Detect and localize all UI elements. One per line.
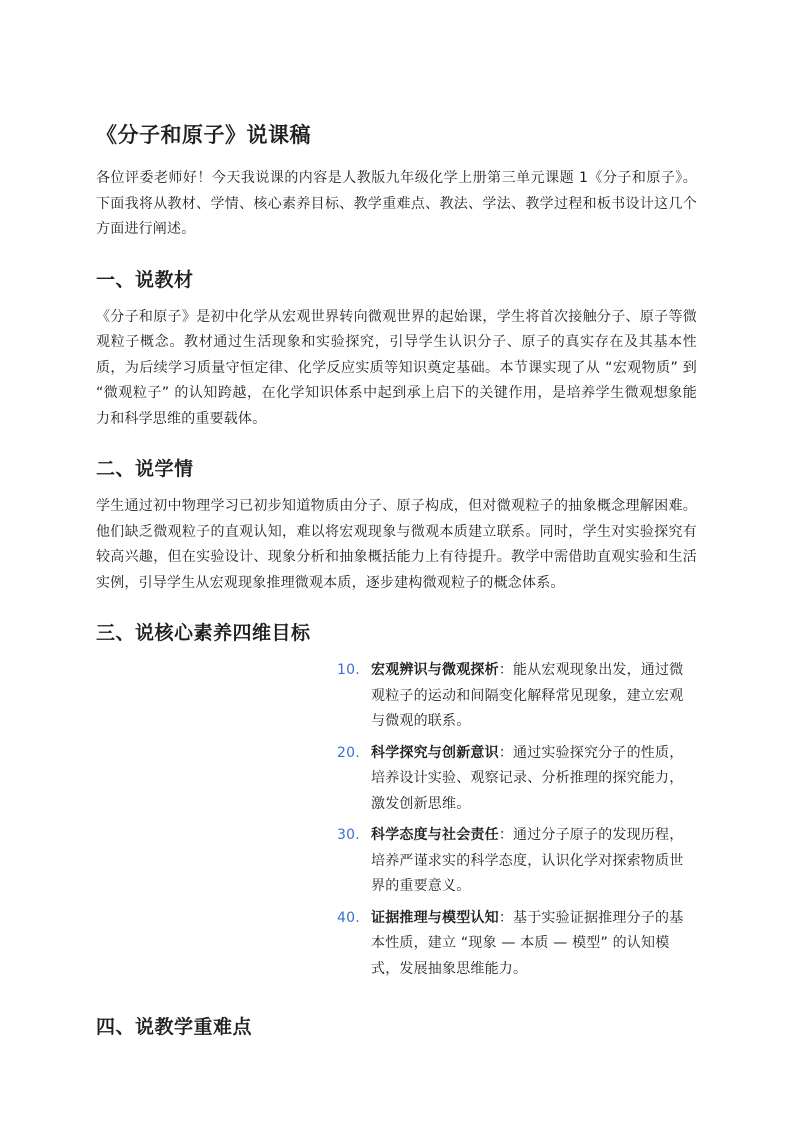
section-body-textbook: 《分子和原子》是初中化学从宏观世界转向微观世界的起始课，学生将首次接触分子、原子等微观粒子概念。教材通过生活现象和实验探究，引导学生认识分子、原子的真实存在及其基本性质，为后续学习质量守恒定律、化学反应实质等知识奠定基础。本节课实现了从 “宏观物质” 到 “微观粒子” 的认知跨越，在化学知识体系中起到承上启下的关键作用，是培养学生微观想象能力和科学思维的重要载体。 — [96, 308, 697, 427]
section-heading-core-goals: 三、说核心素养四维目标 — [96, 622, 311, 644]
list-item-text: ：通过实验探究分子的性质，培养设计实验、观察记录、分析推理的探究能力，激发创新思维。 — [371, 744, 684, 812]
intro-paragraph: 各位评委老师好！今天我说课的内容是人教版九年级化学上册第三单元课题 1《分子和原子》。下面我将从教材、学情、核心素养目标、教学重难点、教法、学法、教学过程和板书设计这几个方面进行阐述。 — [96, 170, 697, 237]
list-item-text: ：通过分子原子的发现历程，培养严谨求实的科学态度，认识化学对探索物质世界的重要意义。 — [371, 827, 684, 894]
document-title: 《分子和原子》说课稿 — [96, 123, 311, 147]
list-item-title: 科学探究与创新意识 — [371, 744, 499, 761]
section-body-students: 学生通过初中物理学习已初步知道物质由分子、原子构成，但对微观粒子的抽象概念理解困难。他们缺乏微观粒子的直观认知，难以将宏观现象与微观本质建立联系。同时，学生对实验探究有较高兴趣，但在实验设计、现象分析和抽象概括能力上有待提升。教学中需借助直观实验和生活实例，引导学生从宏观现象推理微观本质，逐步建构微观粒子的概念体系。 — [96, 498, 697, 591]
list-item — [337, 906, 696, 983]
list-item-title: 宏观辨识与微观探析 — [371, 662, 499, 678]
list-item-number: 40. — [337, 909, 360, 926]
list-item-number: 20. — [337, 744, 360, 761]
section-heading-students: 二、说学情 — [96, 458, 194, 480]
list-item — [337, 823, 696, 900]
list-item-title: 证据推理与模型认知 — [371, 909, 499, 926]
core-goals-list — [337, 658, 696, 982]
section-heading-textbook: 一、说教材 — [96, 268, 194, 291]
list-item-text: ：能从宏观现象出发，通过微观粒子的运动和间隔变化解释常见现象，建立宏观与微观的联系。 — [371, 662, 684, 729]
list-item-number: 30. — [337, 827, 360, 843]
list-item-text: ：基于实验证据推理分子的基本性质，建立 “现象 — 本质 — 模型” 的认知模式，发展抽象思维能力。 — [371, 909, 684, 977]
section-heading-key-points: 四、说教学重难点 — [96, 1016, 253, 1038]
list-item-number: 10. — [337, 662, 360, 678]
list-item — [337, 741, 696, 818]
list-item — [337, 658, 696, 735]
list-item-title: 科学态度与社会责任 — [371, 827, 499, 843]
